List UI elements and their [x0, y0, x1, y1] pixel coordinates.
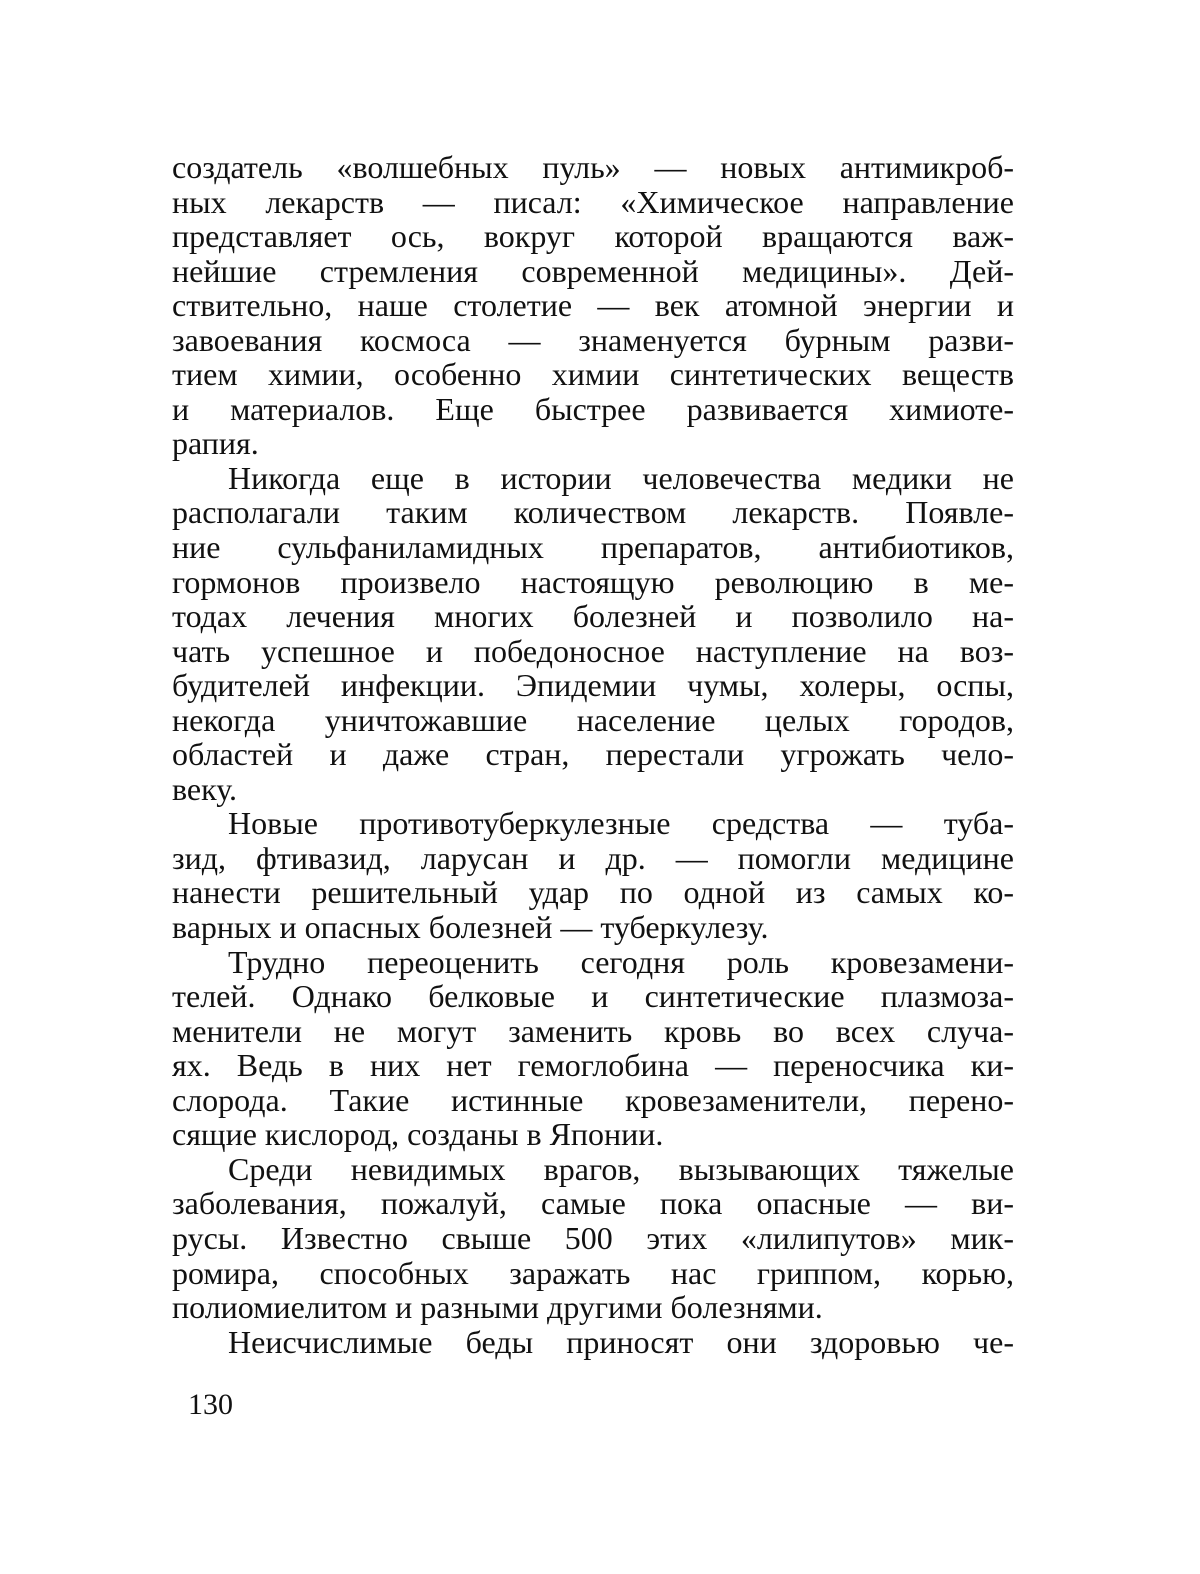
text-line: гормонов произвело настоящую революцию в ме-	[172, 563, 1014, 600]
text-line: Среди невидимых врагов, вызывающих тяжелые	[228, 1150, 1014, 1187]
text-line: Неисчислимые беды приносят они здоровью че-	[228, 1323, 1014, 1360]
text-line: завоевания космоса — знаменуется бурным разви-	[172, 321, 1014, 358]
text-line: сящие кислород, созданы в Японии.	[172, 1116, 664, 1153]
text-line: нанести решительный удар по одной из самых ко-	[172, 874, 1014, 911]
text-line: областей и даже стран, перестали угрожать чело-	[172, 736, 1014, 773]
text-line: тием химии, особенно химии синтетических веществ	[172, 356, 1014, 393]
text-line: варных и опасных болезней — туберкулезу.	[172, 909, 769, 946]
text-line: телей. Однако белковые и синтетические плазмоза-	[172, 978, 1014, 1015]
text-line: рапия.	[172, 425, 259, 462]
text-line: Новые противотуберкулезные средства — туба-	[228, 805, 1014, 842]
text-line: нейшие стремления современной медицины». Дей-	[172, 252, 1014, 289]
paragraph	[172, 806, 1014, 944]
text-line: ствительно, наше столетие — век атомной энергии и	[172, 287, 1014, 324]
text-line: будителей инфекции. Эпидемии чумы, холеры, оспы,	[172, 667, 1014, 704]
text-line: Никогда еще в истории человечества медики не	[228, 459, 1014, 496]
paragraph	[172, 945, 1014, 1152]
text-line: тодах лечения многих болезней и позволило на-	[172, 598, 1014, 635]
text-line: создатель «волшебных пуль» — новых антимикроб-	[172, 149, 1014, 185]
text-line: представляет ось, вокруг которой вращаются важ-	[172, 218, 1014, 255]
text-line: располагали таким количеством лекарств. Появле-	[172, 494, 1014, 531]
paragraph	[172, 150, 1014, 461]
paragraph	[172, 461, 1014, 806]
text-line: ных лекарств — писал: «Химическое направление	[172, 183, 1014, 220]
text-line: ях. Ведь в них нет гемоглобина — переносчика ки-	[172, 1047, 1014, 1084]
page-text	[172, 150, 1014, 1359]
text-line: Трудно переоценить сегодня роль кровезамени-	[228, 943, 1014, 980]
text-line: и материалов. Еще быстрее развивается химиоте-	[172, 390, 1014, 427]
paragraph	[172, 1152, 1014, 1325]
text-line: менители не могут заменить кровь во всех случа-	[172, 1012, 1014, 1049]
text-line: слорода. Такие истинные кровезаменители, перено-	[172, 1081, 1014, 1118]
text-line: чать успешное и победоносное наступление на воз-	[172, 632, 1014, 669]
text-line: ние сульфаниламидных препаратов, антибиотиков,	[172, 529, 1014, 566]
text-line: ромира, способных заражать нас гриппом, корью,	[172, 1254, 1014, 1291]
text-line: некогда уничтожавшие население целых городов,	[172, 701, 1014, 738]
text-line: русы. Известно свыше 500 этих «лилипутов» мик-	[172, 1219, 1014, 1256]
text-line: зид, фтивазид, ларусан и др. — помогли медицине	[172, 839, 1014, 876]
text-line: полиомиелитом и разными другими болезнями.	[172, 1289, 823, 1326]
text-line: заболевания, пожалуй, самые пока опасные — ви-	[172, 1185, 1014, 1222]
text-line: веку.	[172, 770, 238, 807]
paragraph	[172, 1325, 1014, 1360]
page-number: 130	[188, 1388, 233, 1421]
